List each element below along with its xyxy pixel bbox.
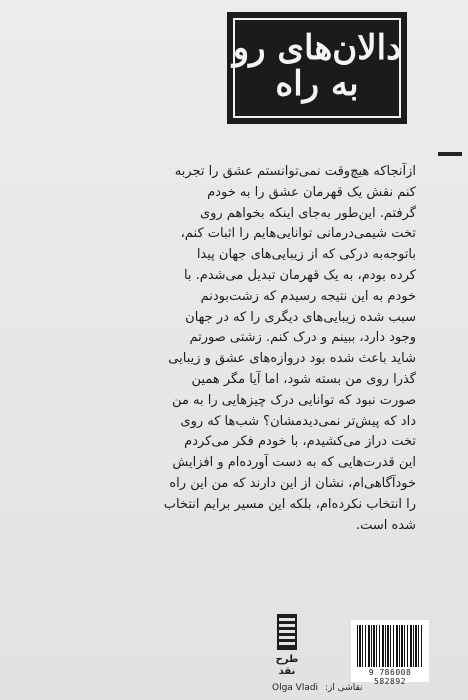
blurb-line: شاید باعث شده بود دروازه‌های عشق و زیبایی [168,351,416,367]
blurb-line: تخت دراز می‌کشیدم، با خودم فکر می‌کردم [184,434,416,450]
blurb-line: ازآنجاکه هیچ‌وقت نمی‌توانستم عشق را تجربه [174,164,416,179]
illustrator-name: Olga Vladi [272,683,319,693]
title-logo [227,12,407,124]
blurb-line: تخت شیمی‌درمانی توانایی‌هایم را اثبات کنم، [180,226,416,242]
isbn-number: 9 786008 582892 [368,668,412,686]
blurb-line: گذرا روی من بسته شود، اما آیا مگر همین [191,371,416,387]
illustrator-label: نقاشی از: [324,683,363,693]
blurb-paragraph [60,162,416,536]
blurb-line: کنم نقش یک قهرمان عشق را به خودم [207,184,416,200]
blurb-line: خودآگاهی‌ام، نشان از این دارند که من این راه [169,475,416,491]
section-dash [438,152,462,156]
publisher-name: طرح نقد [275,654,299,677]
book-title: دالان‌های رو به راه [232,28,402,104]
isbn-barcode [351,620,429,686]
blurb-line: را انتخاب نکرده‌ام، بلکه این مسیر برایم انتخاب [163,496,416,512]
blurb-line: خودم به این نتیجه رسیدم که زشت‌بودنم [200,288,416,304]
barcode-bars [357,625,423,667]
blurb-line: باتوجه‌به درکی که از زیبایی‌های جهان پیدا [196,247,416,263]
blurb-line: سبب شده زیبایی‌های دیگری را که در جهان [185,309,416,325]
illustrator-credit [272,683,363,693]
blurb-line: گرفتم. این‌طور به‌جای اینکه بخواهم روی [199,205,416,221]
blurb-line: این قدرت‌هایی که به دست آورده‌ام و افزایش [172,455,416,471]
publisher-mark-icon [277,614,297,650]
blurb-line: داد که پیش‌تر نمی‌دیدمشان؟ شب‌ها که روی [180,413,416,429]
blurb-line: کرده بودم، به یک قهرمان تبدیل می‌شدم. با [183,267,416,283]
blurb-line: صورت نبود که توانایی درک چیزهایی را به من [172,392,416,408]
blurb-line: شده است. [355,517,416,533]
blurb-line: وجود دارد، ببینم و درک کنم. زشتی صورتم [189,330,416,346]
